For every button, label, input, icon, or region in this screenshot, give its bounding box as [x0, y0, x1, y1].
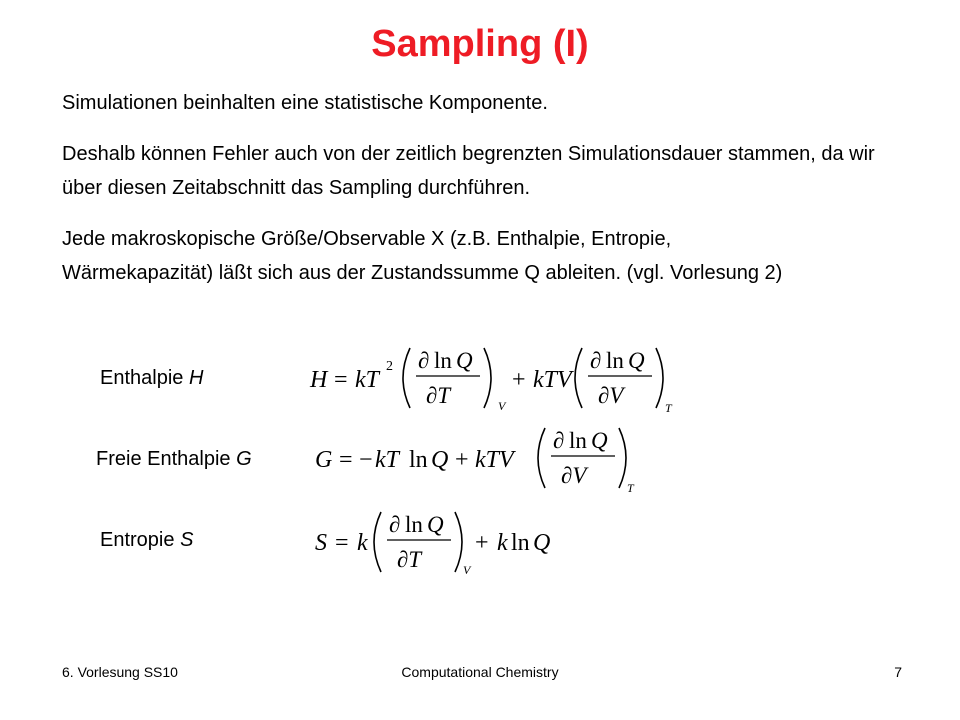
svg-text:V: V: [463, 563, 471, 577]
svg-text:ln: ln: [409, 447, 428, 473]
paragraph-statistics: Simulationen beinhalten eine statistische Komponente.: [62, 92, 548, 114]
svg-text:=: =: [335, 530, 349, 556]
svg-text:kT: kT: [375, 447, 399, 473]
entropy-symbol: S: [180, 529, 194, 551]
svg-text:∂T: ∂T: [397, 547, 422, 572]
entropy-label-text: Entropie: [100, 529, 181, 551]
svg-text:S: S: [315, 530, 327, 556]
svg-text:H: H: [310, 367, 328, 393]
footer-lecture: 6. Vorlesung SS10: [62, 664, 178, 680]
free-enthalpy-label-text: Freie Enthalpie: [96, 448, 237, 470]
svg-text:Q: Q: [456, 348, 473, 373]
svg-text:+: +: [455, 447, 469, 473]
svg-text:∂: ∂: [590, 348, 602, 373]
svg-text:G: G: [315, 447, 333, 473]
svg-text:ln: ln: [511, 530, 530, 556]
svg-text:Q: Q: [431, 447, 449, 473]
svg-text:+: +: [512, 367, 526, 393]
enthalpy-formula-graphic: [308, 340, 678, 416]
svg-text:ln: ln: [569, 428, 587, 453]
svg-text:∂V: ∂V: [598, 383, 624, 408]
enthalpy-label-text: Enthalpie: [100, 367, 189, 389]
svg-text:T: T: [665, 401, 672, 415]
enthalpy-formula: [308, 340, 678, 421]
entropy-formula-graphic: [313, 508, 553, 578]
free-enthalpy-formula: [313, 420, 648, 501]
svg-text:ln: ln: [606, 348, 624, 373]
svg-text:ln: ln: [434, 348, 452, 373]
paragraph-observables: Jede makroskopische Größe/Observable X (z.B. Enthalpie, Entropie, Wärmekapazität) läßt sich aus der Zustandssumme Q ableiten. (vgl. Vorlesung 2): [62, 228, 783, 284]
svg-text:ln: ln: [405, 512, 423, 537]
svg-text:k: k: [357, 530, 368, 556]
svg-text:=: =: [334, 367, 348, 393]
svg-text:Q: Q: [591, 428, 608, 453]
svg-text:kT: kT: [355, 367, 379, 393]
svg-text:Q: Q: [427, 512, 444, 537]
free-enthalpy-label: [96, 445, 252, 473]
free-enthalpy-symbol: G: [236, 448, 252, 470]
entropy-label: [100, 526, 193, 554]
svg-text:∂T: ∂T: [426, 383, 451, 408]
free-enthalpy-formula-graphic: [313, 420, 648, 496]
footer-course: Computational Chemistry: [401, 664, 559, 680]
svg-text:∂V: ∂V: [561, 463, 587, 488]
svg-text:kTV: kTV: [533, 367, 572, 393]
svg-text:Q: Q: [533, 530, 551, 556]
svg-text:k: k: [497, 530, 508, 556]
svg-text:+: +: [475, 530, 489, 556]
svg-text:2: 2: [386, 359, 393, 374]
svg-text:−: −: [359, 447, 373, 473]
slide-title: Sampling (I): [371, 23, 589, 65]
paragraph-errors: Deshalb können Fehler auch von der zeitlich begrenzten Simulationsdauer stammen, da wir über diesen Zeitabschnitt das Sampling durchführen.: [62, 143, 875, 199]
svg-text:∂: ∂: [418, 348, 430, 373]
enthalpy-label: [100, 364, 203, 392]
svg-text:Q: Q: [628, 348, 645, 373]
svg-text:∂: ∂: [389, 512, 401, 537]
entropy-formula: [313, 508, 553, 583]
svg-text:=: =: [339, 447, 353, 473]
svg-text:V: V: [498, 399, 506, 413]
svg-text:∂: ∂: [553, 428, 565, 453]
svg-text:T: T: [627, 481, 634, 495]
svg-text:kTV: kTV: [475, 447, 514, 473]
footer-page-number: 7: [894, 664, 902, 680]
enthalpy-symbol: H: [188, 367, 204, 389]
